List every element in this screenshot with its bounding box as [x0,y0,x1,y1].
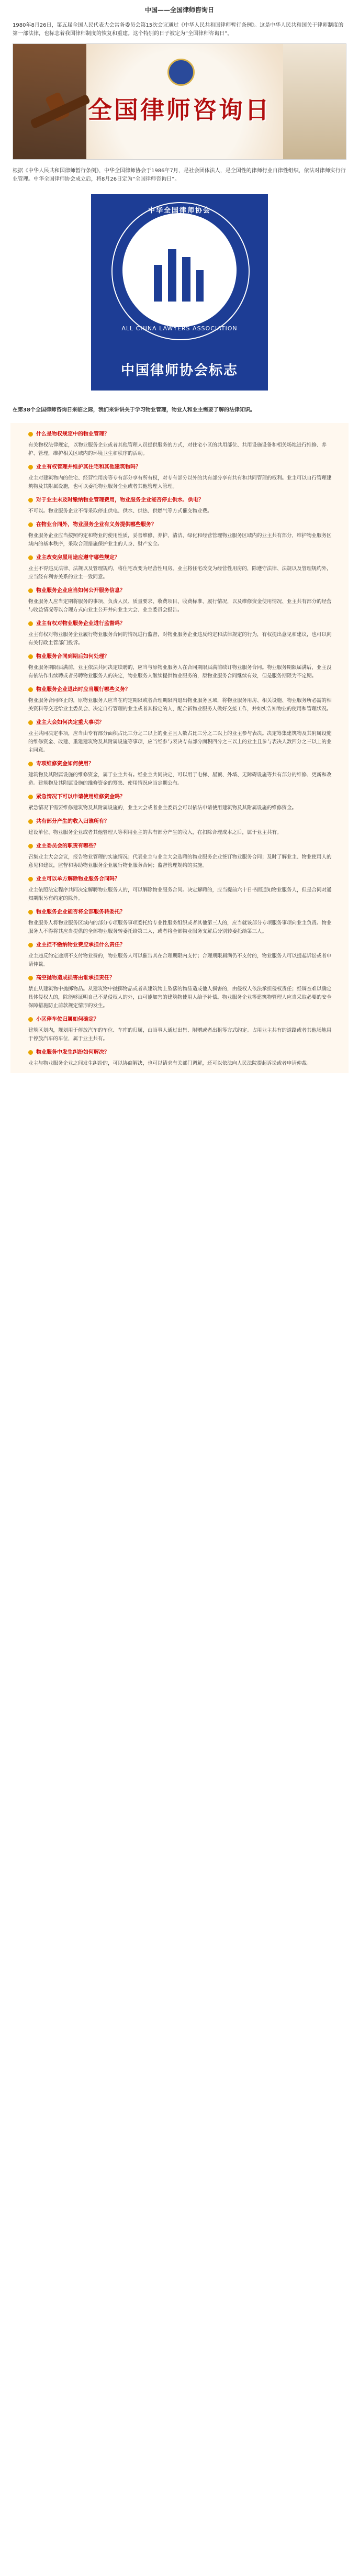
logo-building-icon [154,244,205,302]
bullet-icon [28,654,33,659]
question-item [10,908,349,916]
bullet-icon [28,522,33,527]
question-text: 物业服务企业应当如何公开服务信息？ [36,588,125,594]
question-item [10,521,349,529]
bullet-icon [28,465,33,470]
question-text: 物业服务企业能否将全部服务转委托？ [36,909,125,915]
lawyers-association-logo [91,194,268,391]
answer-text: 紧急情况下需要维修建筑物及其附属设施的，业主大会或者业主委员会可以依法申请使用建筑物及其附属设施的维修资金。 [28,805,297,811]
question-text: 在物业合同外，物业服务企业有义务提供哪些服务？ [36,522,156,528]
bullet-icon [28,762,33,766]
question-text: 业主大会如何决定重大事项？ [36,720,104,726]
answer-text: 禁止从建筑物中抛掷物品。从建筑物中抛掷物品或者从建筑物上坠落的物品造成他人损害的，由侵权人依法承担侵权责任；经调查难以确定具体侵权人的，除能够证明自己不是侵权人的外，由可能加害的建筑物使用人给予补偿。物业服务企业等建筑物管理人应当采取必要的安全保障措施防止前款规定情形的发生。 [28,986,332,1009]
bullet-icon [28,819,33,824]
answer-text: 召集业主大会会议，报告物业管理的实施情况；代表业主与业主大会选聘的物业服务企业签订物业服务合同；及时了解业主、物业使用人的意见和建议，监督和协助物业服务企业履行物业服务合同；监督管理规约的实施。 [28,854,332,868]
question-text: 物业服务合同到期后如何处理？ [36,654,109,660]
answer-text: 业主与物业服务企业之间发生纠纷的，可以协商解决，也可以请求有关部门调解，还可以依法向人民法院提起诉讼或者申请仲裁。 [28,1061,312,1066]
question-item [10,1016,349,1023]
logo-caption: 中国律师协会标志 [120,363,238,378]
answer-text: 建设单位、物业服务企业或者其他管理人等利用业主的共有部分产生的收入，在扣除合理成本之后，属于业主共有。 [28,830,282,835]
bullet-icon [28,844,33,849]
emblem-icon [167,59,195,86]
qa-list [10,423,349,1073]
bullet-icon [28,1050,33,1055]
answer-text: 物业服务企业应当按照约定和物业的使用性质，妥善维修、养护、清洁、绿化和经营管理物业服务区域内的业主共有部分，维护物业服务区域内的基本秩序，采取合理措施保护业主的人身、财产安全。 [28,533,332,547]
bullet-icon [28,910,33,915]
question-text: 物业服务中发生纠纷如何解决？ [36,1050,109,1055]
question-item [10,760,349,768]
logo-ring-top-text: 中华全国律师协会 [148,207,211,215]
bullet-icon [28,498,33,503]
answer-text: 物业服务人将物业服务区域内的部分专项服务事项委托给专业性服务组织或者其他第三人的，应当就该部分专项服务事项向业主负责。物业服务人不得将其应当提供的全部物业服务转委托给第三人，或者将全部物业服务支解后分别转委托给第三人。 [28,920,332,934]
article-title: 中国——全国律师咨询日 [144,6,214,14]
qa-intro: 在第38个全国律师咨询日来临之际，我们来讲讲关于学习物业管理，物业人和业主需要了解的法律知识。 [13,407,255,413]
answer-text: 业主不得违反法律、法规以及管理规约，将住宅改变为经营性用房。业主将住宅改变为经营性用房的，除遵守法律、法规以及管理规约外，应当经有利害关系的业主一致同意。 [28,566,332,580]
logo-ring-bottom-text: ALL CHINA LAWYERS ASSOCIATION [121,325,238,332]
question-item [10,793,349,801]
bullet-icon [28,976,33,980]
answer-text: 物业服务合同终止的，原物业服务人应当在约定期限或者合理期限内退出物业服务区域，将物业服务用房、相关设施、物业服务所必需的相关资料等交还给业主委员会、决定自行管理的业主或者其指定的人，配合新物业服务人做好交接工作，并如实告知物业的使用和管理状况。 [28,698,332,712]
question-item [10,1049,349,1056]
question-text: 紧急情况下可以申请使用维修资金吗？ [36,794,125,800]
answer-text: 物业服务人应当定期将服务的事项、负责人员、质量要求、收费项目、收费标准、履行情况，以及维修资金使用情况、业主共有部分的经营与收益情况等以合理方式向业主公开并向业主大会、业主委员会报告。 [28,599,332,613]
bullet-icon [28,877,33,882]
bullet-icon [28,943,33,947]
answer-text: 业主有权对物业服务企业履行物业服务合同的情况进行监督，对物业服务企业违反约定和法律规定的行为，有权提出意见和建议，也可以向有关行政主管部门投诉。 [28,632,332,646]
question-item [10,496,349,504]
answer-text: 业主违反约定逾期不支付物业费的，物业服务人可以催告其在合理期限内支付；合理期限届满仍不支付的，物业服务人可以提起诉讼或者申请仲裁。 [28,953,332,967]
question-item [10,620,349,628]
bullet-icon [28,687,33,692]
question-item [10,818,349,826]
answer-text: 不可以。物业服务企业不得采取停止供电、供水、供热、供燃气等方式催交物业费。 [28,508,212,514]
question-item [10,463,349,471]
answer-text: 业主对建筑物内的住宅、经营性用房等专有部分享有所有权，对专有部分以外的共有部分享有共有和共同管理的权利。业主可以自行管理建筑物及其附属设施，也可以委托物业服务企业或者其他管理人管理。 [28,475,332,489]
answer-text: 有关物权法律规定，以物业服务企业或者其他管理人员提供服务的方式，对住宅小区的共用部位、共用设施设备和相关场地进行维修、养护、管理，维护相关区域内的环境卫生和秩序的活动。 [28,442,327,456]
question-item [10,719,349,727]
question-item [10,653,349,661]
question-text: 小区停车位归属如何确定？ [36,1017,99,1022]
question-text: 什么是物权规定中的物业管理？ [36,431,109,437]
intro-paragraph-2: 根据《中华人民共和国律师暂行条例》，中华全国律师协会于1986年7月，是社会团体法人，是全国性的律师行业自律性组织，依法对律师实行行业管理。中华全国律师协会成立后，将8月26日定为“全国律师咨询日”。 [13,168,346,182]
question-item [10,974,349,982]
question-text: 业主拒不缴纳物业费应承担什么责任？ [36,942,125,948]
question-text: 业主有权对物业服务企业进行监督吗？ [36,621,125,627]
bullet-icon [28,795,33,799]
banner-text: 全国律师咨询日 [88,96,271,124]
question-text: 业主委员会的职责有哪些？ [36,843,99,849]
question-item [10,842,349,850]
question-item [10,587,349,595]
question-item [10,941,349,949]
intro-paragraph-1: 1980年8月26日，第五届全国人民代表大会常务委员会第15次会议通过《中华人民共和国律师暂行条例》。这是中华人民共和国关于律师制度的第一部法律，也标志着我国律师制度的恢复和重建。这个特别的日子被定为“全国律师咨询日”。 [13,23,344,37]
question-text: 专项维修资金如何使用？ [36,761,94,767]
question-text: 物业服务企业退出时应当履行哪些义务？ [36,687,130,693]
bullet-icon [28,432,33,437]
question-text: 业主可以单方解除物业服务合同吗？ [36,876,120,882]
answer-text: 物业服务期限届满前，业主依法共同决定续聘的，应当与原物业服务人在合同期限届满前续订物业服务合同。物业服务期限届满后，业主没有依法作出续聘或者另聘物业服务人的决定，物业服务人继续提供物业服务的，原物业服务合同继续有效，但是服务期限为不定期。 [28,665,332,679]
question-item [10,554,349,562]
question-text: 高空抛物造成损害由谁承担责任？ [36,975,115,981]
bullet-icon [28,621,33,626]
banner-image [13,43,346,160]
question-text: 对于业主未及时缴纳物业管理费用，物业服务企业能否停止供水、供电？ [36,497,204,503]
bullet-icon [28,720,33,725]
bullet-icon [28,1017,33,1022]
answer-text: 建筑物及其附属设施的维修资金，属于业主共有。经业主共同决定，可以用于电梯、屋顶、外墙、无障碍设施等共有部分的维修、更新和改造。建筑物及其附属设施的维修资金的筹集、使用情况应当定期公布。 [28,772,332,786]
question-item [10,686,349,694]
bullet-icon [28,555,33,560]
answer-text: 业主共同决定事项，应当由专有部分面积占比三分之二以上的业主且人数占比三分之二以上的业主参与表决。决定筹集建筑物及其附属设施的维修资金、改建、重建建筑物及其附属设施等事项，应当经参与表决专有部分面积四分之三以上的业主且参与表决人数四分之三以上的业主同意。 [28,731,332,753]
answer-text: 建筑区划内，规划用于停放汽车的车位、车库的归属，由当事人通过出售、附赠或者出租等方式约定。占用业主共有的道路或者其他场地用于停放汽车的车位，属于业主共有。 [28,1028,332,1042]
question-text: 业主改变房屋用途应遵守哪些规定？ [36,555,120,561]
question-text: 共有部分产生的收入归谁所有？ [36,819,109,824]
bullet-icon [28,588,33,593]
question-item [10,430,349,438]
question-text: 业主有权管理并维护其住宅和其他建筑物吗？ [36,464,141,470]
answer-text: 业主依照法定程序共同决定解聘物业服务人的，可以解除物业服务合同。决定解聘的，应当提前六十日书面通知物业服务人，但是合同对通知期限另有约定的除外。 [28,887,332,901]
question-item [10,875,349,883]
